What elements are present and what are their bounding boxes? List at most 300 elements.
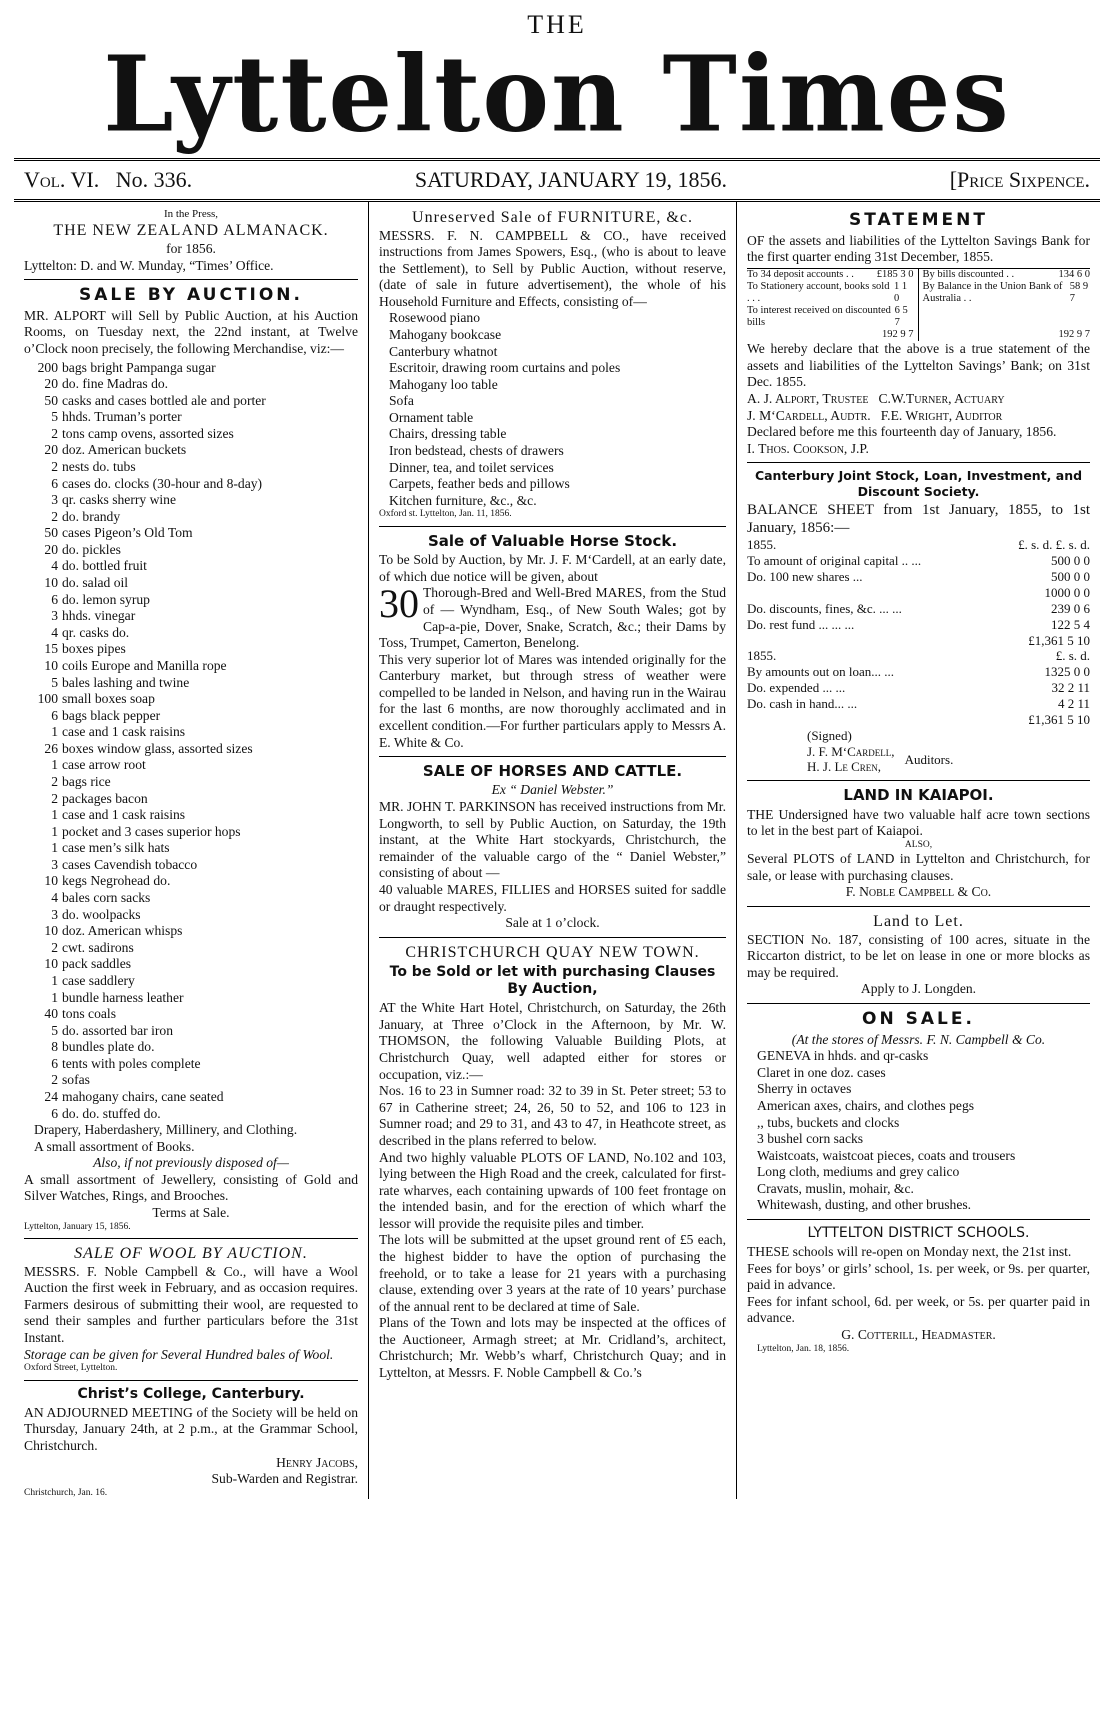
auction-item-text: do. salad oil <box>62 575 129 591</box>
balance-row <box>747 553 1090 569</box>
quay-p2: Nos. 16 to 23 in Sumner road: 32 to 39 in St. Peter street; 53 to 67 in Catherine street; 24, 26, 50 to 52, and 106 to 123 in Sumner road; and 29 to 31, and 43 to 47, in Heathcote street, as described in the plans referred to below. <box>379 1083 726 1148</box>
auditor-mcardell: J. F. M‘Cardell, <box>807 743 895 759</box>
furniture-item: Mahogany loo table <box>389 376 498 392</box>
sig-wright: F.E. Wright, Auditor <box>880 407 1003 423</box>
auction-item-qty: 5 <box>51 674 58 690</box>
statement-debits <box>747 269 919 329</box>
auction-item-text: case arrow root <box>62 757 146 773</box>
divider <box>24 279 358 280</box>
statement-total-right: 192 9 7 <box>1058 329 1090 341</box>
balance-row-value: 1325 0 0 <box>1044 664 1090 680</box>
sig-turner: C.W.Turner, Actuary <box>878 391 1005 406</box>
auction-also: Also, if not previously disposed of— <box>93 1155 289 1171</box>
auction-item-qty: 10 <box>44 575 58 591</box>
onsale-item: Long cloth, mediums and grey calico <box>757 1164 960 1180</box>
auction-item <box>24 1056 358 1073</box>
wool-heading: SALE OF WOOL BY AUCTION. <box>74 1245 308 1263</box>
schools-ad <box>747 1225 1090 1355</box>
statement-heading: STATEMENT <box>849 210 988 230</box>
auction-item <box>24 724 358 741</box>
balance-signed: (Signed) <box>807 727 852 743</box>
balance-row-label: Do. 100 new shares ... <box>747 569 863 585</box>
auction-item-text: do. assorted bar iron <box>62 1022 173 1038</box>
onsale-heading: ON SALE. <box>862 1008 975 1029</box>
divider <box>747 1219 1090 1220</box>
auction-item <box>24 691 358 708</box>
auction-item-text: cases Pigeon’s Old Tom <box>62 525 193 541</box>
auction-books: A small assortment of Books. <box>34 1138 195 1154</box>
auction-item-qty: 2 <box>51 1072 58 1088</box>
auction-item-text: tons coals <box>62 1006 116 1022</box>
let-body: SECTION No. 187, consisting of 100 acres, situate in the Riccarton district, to be let on lease in one or more blocks as may be required. <box>747 931 1090 980</box>
auction-item-qty: 40 <box>44 1006 58 1022</box>
auction-item-text: do. fine Madras do. <box>62 376 169 392</box>
auction-item-text: case men’s silk hats <box>62 840 170 856</box>
balance-row <box>747 585 1090 601</box>
wool-footer: Oxford Street, Lyttelton. <box>24 1363 118 1374</box>
auction-item <box>24 1072 358 1089</box>
balance-row <box>747 569 1090 585</box>
quay-body: AT the White Hart Hotel, Christchurch, on Saturday, the 26th January, at Three o’Clock in the Afternoon, by Mr. W. THOMSON, the following Valuable Building Plots, at Christchurch Quay, well adapted either for stores or occupation, viz.:— <box>379 1000 726 1082</box>
auction-item-text: qr. casks do. <box>62 624 130 640</box>
balance-title: BALANCE SHEET from 1st January, 1855, to 1st January, 1856:— <box>747 501 1090 537</box>
price: [Price Sixpence. <box>949 167 1090 192</box>
auction-item <box>24 1089 358 1106</box>
auction-item <box>24 459 358 476</box>
auction-item <box>24 525 358 542</box>
auction-item <box>24 973 358 990</box>
auction-item-qty: 8 <box>51 1039 58 1055</box>
auction-item-qty: 6 <box>51 591 58 607</box>
auditor-lecren: H. J. Le Cren, <box>807 759 882 775</box>
balance-liabilities <box>747 553 1090 632</box>
furniture-item: Canterbury whatnot <box>389 343 498 359</box>
auction-item <box>24 675 358 692</box>
auction-item <box>24 1106 358 1123</box>
college-body: AN ADJOURNED MEETING of the Society will be held on Thursday, January 24th, at 2 p.m., at the Grammar School, Christchurch. <box>24 1404 358 1453</box>
auction-item-text: do. bottled fruit <box>62 558 147 574</box>
wool-ad <box>24 1244 358 1375</box>
auction-item-text: tons camp ovens, assorted sizes <box>62 425 234 441</box>
college-name: Henry Jacobs, <box>276 1454 358 1470</box>
auction-item <box>24 476 358 493</box>
column-3 <box>737 202 1100 1499</box>
furniture-ad <box>379 208 726 521</box>
balance-heading: Canterbury Joint Stock, Loan, Investment, and Discount Society. <box>754 468 1083 499</box>
schools-fees-2: Fees for infant school, 6d. per week, or 5s. per quarter paid in advance. <box>747 1293 1090 1326</box>
onsale-item: Cravats, muslin, mohair, &c. <box>757 1180 914 1196</box>
balance-ad <box>747 468 1090 775</box>
furniture-item: Rosewood piano <box>389 310 480 326</box>
onsale-item: 3 bushel corn sacks <box>757 1131 864 1147</box>
auction-item-text: packages bacon <box>62 790 148 806</box>
auction-item-text: mahogany chairs, cane seated <box>62 1088 224 1104</box>
furniture-item: Chairs, dressing table <box>389 426 507 442</box>
auction-item-text: cwt. sadirons <box>62 939 134 955</box>
auction-item-qty: 2 <box>51 508 58 524</box>
schools-footer: Lyttelton, Jan. 18, 1856. <box>757 1343 850 1354</box>
auction-item <box>24 492 358 509</box>
auction-item-qty: 50 <box>44 525 58 541</box>
auction-item-qty: 20 <box>44 541 58 557</box>
auction-item-text: boxes window glass, assorted sizes <box>62 740 253 756</box>
sig-alport: A. J. Alport, Trustee <box>747 391 869 406</box>
quay-subheading: To be Sold or let with purchasing Clauses By Auction, <box>389 964 716 998</box>
auction-item-text: do. do. stuffed do. <box>62 1105 161 1121</box>
statement-body: OF the assets and liabilities of the Lyttelton Savings Bank for the first quarter ending 31st December, 1855. <box>747 232 1090 265</box>
balance-total-2: £1,361 5 10 <box>1028 711 1090 727</box>
newspaper-title: Lyttelton Times <box>103 32 1011 156</box>
auction-item <box>24 741 358 758</box>
auction-item-qty: 6 <box>51 1055 58 1071</box>
auction-items <box>24 360 358 1123</box>
auction-item-text: bags bright Pampanga sugar <box>62 359 216 375</box>
statement-credit <box>923 269 1091 281</box>
issue-number: No. 336. <box>115 167 193 192</box>
divider <box>747 906 1090 907</box>
almanack-press: In the Press, <box>163 208 219 220</box>
auction-item-qty: 2 <box>51 425 58 441</box>
auction-item <box>24 774 358 791</box>
auction-item <box>24 873 358 890</box>
balance-row <box>747 601 1090 617</box>
auction-item <box>24 1039 358 1056</box>
auction-item <box>24 791 358 808</box>
auction-item-qty: 200 <box>37 359 58 375</box>
auction-item-text: boxes pipes <box>62 641 126 657</box>
furniture-body: MESSRS. F. N. CAMPBELL & CO., have received instructions from James Spowers, Esq., (who is about to leave the Settlement), to Sell by Public Auction, without reserve, (date of sale in future advertisement), the whole of his Household Furniture and Effects, consisting of— <box>379 227 726 309</box>
auction-item-qty: 1 <box>51 972 58 988</box>
auction-item <box>24 592 358 609</box>
auction-item <box>24 1006 358 1023</box>
balance-row-value: 500 0 0 <box>1051 553 1090 569</box>
auction-item-text: nests do. tubs <box>62 459 136 475</box>
auction-item <box>24 658 358 675</box>
statement-debit-value: 1 1 0 <box>893 280 908 305</box>
auction-footer: Lyttelton, January 15, 1856. <box>24 1221 131 1232</box>
onsale-item: Sherry in octaves <box>757 1081 852 1097</box>
auction-drapery: Drapery, Haberdashery, Millinery, and Clothing. <box>34 1122 298 1138</box>
auction-item-text: do. lemon syrup <box>62 591 150 607</box>
statement-total-left: 192 9 7 <box>747 329 919 341</box>
auction-item-text: small boxes soap <box>62 691 155 707</box>
auction-item <box>24 608 358 625</box>
auction-item-text: bags black pepper <box>62 707 161 723</box>
auction-item-text: doz. American whisps <box>62 923 183 939</box>
cattle-sale: Sale at 1 o’clock. <box>505 915 600 931</box>
balance-total-1: £1,361 5 10 <box>1028 632 1090 648</box>
cattle-ex: Ex “ Daniel Webster.” <box>491 782 614 798</box>
auction-item <box>24 956 358 973</box>
quay-p5: Plans of the Town and lots may be inspected at the offices of the Auctioneer, Armagh street; at Mr. Cridland’s, architect, Christchurch; Mr. Webb’s wharf, Christchurch Quay; and in Lyttelton, at Messrs. F. Noble Campbell & Co.’s <box>379 1315 726 1381</box>
furniture-item: Ornament table <box>389 409 474 425</box>
furniture-item: Escritoir, drawing room curtains and poles <box>389 360 621 376</box>
onsale-ad <box>747 1009 1090 1214</box>
balance-year-2: 1855. <box>747 648 777 664</box>
auction-item-qty: 26 <box>44 740 58 756</box>
dateline <box>14 158 1100 202</box>
kaiapoi-body: THE Undersigned have two valuable half acre town sections to let in the best part of Kaiapoi. <box>747 806 1090 839</box>
auction-item-text: case saddlery <box>62 972 135 988</box>
quay-p4: The lots will be submitted at the upset ground rent of £5 each, the highest bidder to have the option of purchasing the freehold, or to take a lease for 21 years with a purchasing clause, extending over 3 years at the rate of 10 years’ purchase of the annual rent to be declared at time of Sale. <box>379 1232 726 1314</box>
statement-debit <box>747 305 914 329</box>
horse-body: Thorough-Bred and Well-Bred MARES, from the Stud of — Wyndham, Esq., of New South Wales; got by Cap-a-pie, Dover, Snake, Scratch, &c.; their Dams by Toss, Trumpet, Camerton, Benelong. <box>379 585 726 651</box>
auction-item-text: coils Europe and Manilla rope <box>62 657 227 673</box>
auction-item <box>24 625 358 642</box>
furniture-item: Sofa <box>389 393 414 409</box>
horse-intro: To be Sold by Auction, by Mr. J. F. M‘Cardell, at an early date, of which due notice will be given, about <box>379 552 726 584</box>
issue-date: SATURDAY, JANUARY 19, 1856. <box>414 167 727 192</box>
let-heading: Land to Let. <box>873 913 964 931</box>
masthead <box>0 0 1114 202</box>
horse-ad <box>379 532 726 751</box>
auction-item <box>24 558 358 575</box>
auction-item-text: do. pickles <box>62 541 121 557</box>
onsale-item: American axes, chairs, and clothes pegs <box>757 1097 975 1113</box>
balance-row-value: 500 0 0 <box>1051 569 1090 585</box>
auction-item <box>24 840 358 857</box>
auction-item-text: case and 1 cask raisins <box>62 724 186 740</box>
auction-item <box>24 1023 358 1040</box>
balance-row-label: To amount of original capital .. ... <box>747 553 922 569</box>
auction-item-qty: 5 <box>51 409 58 425</box>
auction-item-qty: 24 <box>44 1088 58 1104</box>
balance-row-label: By amounts out on loan... ... <box>747 664 894 680</box>
auction-item <box>24 824 358 841</box>
auction-item-text: hhds. vinegar <box>62 608 136 624</box>
onsale-items <box>747 1048 1090 1214</box>
auction-item-qty: 15 <box>44 641 58 657</box>
furniture-items <box>379 310 726 509</box>
sig-mcardell: J. M‘Cardell, Audtr. <box>747 407 871 423</box>
auction-item-text: pack saddles <box>62 956 132 972</box>
auction-item-text: hhds. Truman’s porter <box>62 409 182 425</box>
auction-item-qty: 2 <box>51 459 58 475</box>
statement-credits <box>919 269 1091 329</box>
onsale-at: (At the stores of Messrs. F. N. Campbell & Co. <box>791 1031 1046 1047</box>
auction-item-qty: 3 <box>51 492 58 508</box>
auction-item-text: bundle harness leather <box>62 989 184 1005</box>
college-heading: Christ’s College, Canterbury. <box>77 1385 305 1402</box>
auction-item-qty: 1 <box>51 989 58 1005</box>
statement-debit-label: To interest received on discounted bills <box>747 305 891 329</box>
auction-item <box>24 923 358 940</box>
auction-item <box>24 360 358 377</box>
onsale-item: Whitewash, dusting, and other brushes. <box>757 1197 972 1213</box>
auction-item-text: qr. casks sherry wine <box>62 492 177 508</box>
cattle-heading: SALE OF HORSES AND CATTLE. <box>422 762 683 781</box>
almanack-year: for 1856. <box>166 240 216 256</box>
kaiapoi-heading: LAND IN KAIAPOI. <box>843 786 994 805</box>
auction-item-qty: 5 <box>51 1022 58 1038</box>
let-ad <box>747 912 1090 998</box>
auction-item-qty: 1 <box>51 823 58 839</box>
balance-year-1: 1855. <box>747 537 777 553</box>
auction-item-qty: 10 <box>44 923 58 939</box>
schools-sig: G. Cotterill, Headmaster. <box>841 1326 996 1342</box>
auction-item-text: sofas <box>62 1072 90 1088</box>
statement-ad <box>747 210 1090 457</box>
wool-body: MESSRS. F. Noble Campbell & Co., will have a Wool Auction the first week in February, and as occasion requires. Farmers desirous of submitting their wool, are requested to send their samples and further particulars before the 31st Instant. <box>24 1263 358 1346</box>
statement-debit-value: £185 3 0 <box>876 268 914 280</box>
statement-declared: Declared before me this fourteenth day of January, 1856. <box>747 424 1057 440</box>
auction-item-text: do. woolpacks <box>62 906 141 922</box>
auction-item-qty: 1 <box>51 840 58 856</box>
auditors-label: Auditors. <box>904 751 954 767</box>
auction-item <box>24 393 358 410</box>
furniture-footer: Oxford st. Lyttelton, Jan. 11, 1856. <box>379 509 512 520</box>
divider <box>379 526 726 527</box>
auction-item-qty: 3 <box>51 906 58 922</box>
statement-debit-label: To Stationery account, books sold . . . <box>747 280 890 305</box>
auction-item-text: do. brandy <box>62 508 121 524</box>
auction-item-qty: 1 <box>51 807 58 823</box>
furniture-item: Mahogany bookcase <box>389 326 502 342</box>
balance-row-label: Do. discounts, fines, &c. ... ... <box>747 600 902 616</box>
divider <box>379 937 726 938</box>
kaiapoi-ad <box>747 786 1090 901</box>
auction-item-qty: 10 <box>44 956 58 972</box>
auction-item-text: bales lashing and twine <box>62 674 190 690</box>
statement-accounts <box>747 268 1090 341</box>
balance-row-value: 32 2 11 <box>1051 680 1090 696</box>
furniture-item: Kitchen furniture, &c., &c. <box>389 492 537 508</box>
balance-header-1: £. s. d. £. s. d. <box>1018 537 1090 553</box>
auction-item <box>24 641 358 658</box>
divider <box>747 1003 1090 1004</box>
balance-row-label: Do. expended ... ... <box>747 680 846 696</box>
auction-item-qty: 50 <box>44 392 58 408</box>
auction-item <box>24 907 358 924</box>
let-apply: Apply to J. Longden. <box>860 981 977 997</box>
auction-item <box>24 376 358 393</box>
auction-item <box>24 575 358 592</box>
balance-row <box>747 680 1090 696</box>
balance-row-value: 4 2 11 <box>1057 696 1090 711</box>
columns <box>14 202 1100 1499</box>
auction-item-qty: 20 <box>44 376 58 392</box>
auction-item-qty: 4 <box>51 624 58 640</box>
quay-ad <box>379 943 726 1382</box>
balance-header-2: £. s. d. <box>1055 648 1090 664</box>
balance-row-label: Do. cash in hand... ... <box>747 696 858 711</box>
divider <box>747 462 1090 463</box>
furniture-item: Carpets, feather beds and pillows <box>389 476 570 492</box>
quay-heading: CHRISTCHURCH QUAY NEW TOWN. <box>405 943 700 961</box>
schools-body: THESE schools will re-open on Monday next, the 21st inst. <box>747 1244 1072 1260</box>
auction-item-qty: 2 <box>51 939 58 955</box>
auction-item-qty: 10 <box>44 657 58 673</box>
kaiapoi-sig: F. Noble Campbell & Co. <box>845 884 992 900</box>
horse-heading: Sale of Valuable Horse Stock. <box>427 531 678 550</box>
auction-item-qty: 1 <box>51 757 58 773</box>
divider <box>747 780 1090 781</box>
onsale-item: Claret in one doz. cases <box>757 1064 886 1080</box>
auction-item-text: cases Cavendish tobacco <box>62 856 198 872</box>
college-role: Sub-Warden and Registrar. <box>211 1471 358 1487</box>
onsale-item: GENEVA in hhds. and qr-casks <box>757 1048 929 1064</box>
auction-item-text: pocket and 3 cases superior hops <box>62 823 241 839</box>
auction-item <box>24 708 358 725</box>
balance-assets <box>747 664 1090 712</box>
auction-item-qty: 100 <box>37 691 58 707</box>
statement-jp: I. Thos. Cookson, J.P. <box>747 440 869 456</box>
balance-row <box>747 696 1090 712</box>
balance-row-value: 1000 0 0 <box>1044 584 1090 600</box>
auction-item <box>24 409 358 426</box>
auction-item-qty: 4 <box>51 890 58 906</box>
onsale-item: ,, tubs, buckets and clocks <box>757 1114 900 1130</box>
auction-item-text: tents with poles complete <box>62 1055 201 1071</box>
statement-declare: We hereby declare that the above is a true statement of the assets and liabilities of the Lyttelton Savings’ Bank; on 31st Dec. 1855. <box>747 341 1090 390</box>
auction-intro: MR. ALPORT will Sell by Public Auction, at his Auction Rooms, on Tuesday next, the 22nd instant, at Twelve o’Clock noon precisely, the following Merchandise, viz:— <box>24 307 358 356</box>
auction-item-text: doz. American buckets <box>62 442 187 458</box>
auction-item-text: case and 1 cask raisins <box>62 807 186 823</box>
auction-item <box>24 426 358 443</box>
auction-item <box>24 940 358 957</box>
balance-row-label: Do. rest fund ... ... ... <box>747 616 855 632</box>
auction-item <box>24 807 358 824</box>
kaiapoi-also: ALSO, <box>904 839 933 850</box>
statement-credit <box>923 281 1091 305</box>
balance-row-value: 122 5 4 <box>1051 616 1090 632</box>
auction-item <box>24 509 358 526</box>
auction-item-qty: 20 <box>44 442 58 458</box>
schools-heading: LYTTELTON DISTRICT SCHOOLS. <box>807 1224 1030 1241</box>
cattle-mares: 40 valuable MARES, FILLIES and HORSES suited for saddle or draught respectively. <box>379 881 726 914</box>
furniture-heading: Unreserved Sale of FURNITURE, &c. <box>412 209 693 226</box>
auction-item <box>24 857 358 874</box>
auction-heading: SALE BY AUCTION. <box>79 285 303 306</box>
masthead-the: THE <box>527 10 587 39</box>
schools-fees-1: Fees for boys’ or girls’ school, 1s. per week, or 9s. per quarter, paid in advance. <box>747 1260 1090 1293</box>
cattle-body: MR. JOHN T. PARKINSON has received instructions from Mr. Longworth, to sell by Public Auction, on Saturday, the 19th instant, at the White Hart stockyards, Christchurch, the remainder of the valuable cargo of the “ Daniel Webster,” consisting of about — <box>379 799 726 881</box>
quay-p3: And two highly valuable PLOTS OF LAND, No.102 and 103, lying between the High Road and the creek, calculated for first-rate wharves, each containing upwards of 100 feet frontage on the intended basin, and for the erection of which wharf the lessor will provide the requisite piles and timber. <box>379 1149 726 1231</box>
onsale-item: Waistcoats, waistcoat pieces, coats and trousers <box>757 1147 1016 1163</box>
auction-item-qty: 10 <box>44 873 58 889</box>
auction-ad <box>24 285 358 1233</box>
auction-item-qty: 3 <box>51 856 58 872</box>
balance-row <box>747 664 1090 680</box>
auction-item-qty: 1 <box>51 724 58 740</box>
almanack-ad <box>24 208 358 274</box>
statement-debit <box>747 269 914 281</box>
auction-item-text: cases do. clocks (30-hour and 8-day) <box>62 475 263 491</box>
furniture-item: Dinner, tea, and toilet services <box>389 459 554 475</box>
college-ad <box>24 1386 358 1500</box>
divider <box>24 1380 358 1381</box>
almanack-publisher: Lyttelton: D. and W. Munday, “Times’ Office. <box>24 257 274 273</box>
furniture-item: Iron bedstead, chests of drawers <box>389 443 564 459</box>
statement-credit-value: 58 9 7 <box>1069 280 1089 305</box>
auction-item <box>24 442 358 459</box>
auction-item <box>24 890 358 907</box>
auction-item-text: casks and cases bottled ale and porter <box>62 392 266 408</box>
column-2 <box>369 202 737 1499</box>
column-1 <box>14 202 369 1499</box>
horse-count: 30 <box>379 581 419 627</box>
statement-credit-label: By Balance in the Union Bank of Australia . . <box>922 280 1063 305</box>
auction-item-qty: 6 <box>51 1105 58 1121</box>
auction-item-qty: 6 <box>51 707 58 723</box>
horse-para: This very superior lot of Mares was intended originally for the Canterbury market, but through stress of weather were compelled to be landed in Nelson, and having run in the Wairau for the last 6 months, are now thoroughly acclimated and in excellent condition.—For further particulars apply to Messrs A. E. White & Co. <box>379 651 726 750</box>
auction-item <box>24 757 358 774</box>
auction-item-qty: 6 <box>51 475 58 491</box>
auction-item-qty: 2 <box>51 790 58 806</box>
auction-item-qty: 3 <box>51 608 58 624</box>
statement-debit-label: To 34 deposit accounts . . <box>747 268 854 280</box>
divider <box>379 756 726 757</box>
